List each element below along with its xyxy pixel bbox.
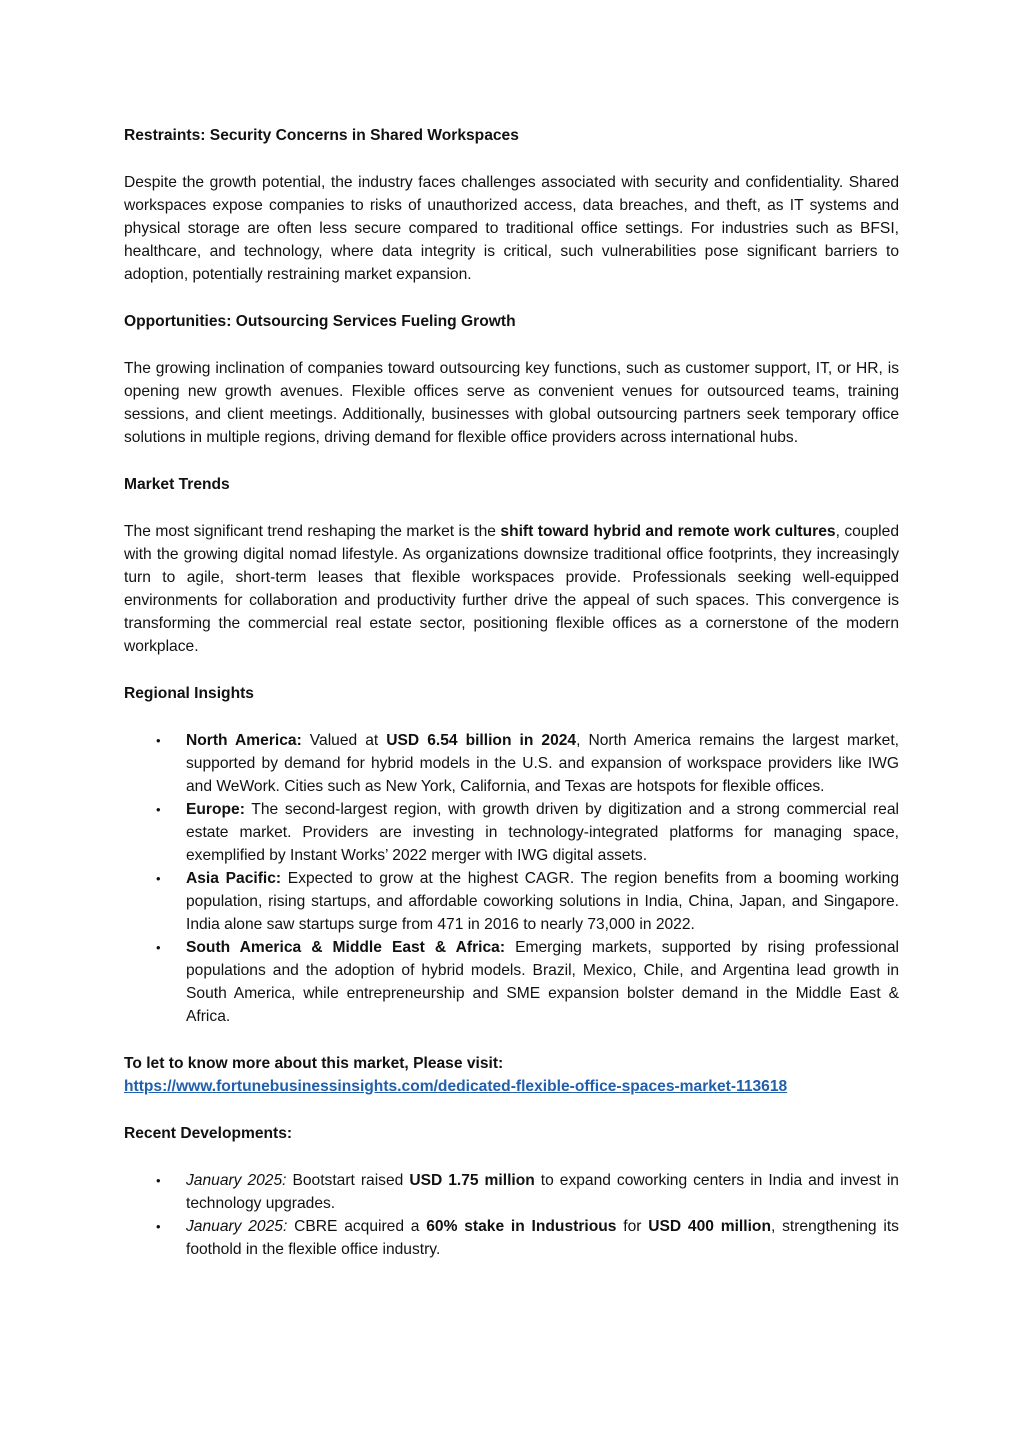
list-item-north-america bbox=[124, 729, 899, 798]
development-bold: USD 400 million bbox=[648, 1218, 771, 1235]
development-date: January 2025: bbox=[186, 1218, 288, 1235]
development-text: for bbox=[616, 1218, 649, 1235]
development-bold: 60% stake in Industrious bbox=[426, 1218, 617, 1235]
opportunities-heading: Opportunities: Outsourcing Services Fueling Growth bbox=[124, 313, 516, 330]
bullet-icon: • bbox=[156, 802, 161, 817]
bullet-icon: • bbox=[156, 871, 161, 886]
developments-list bbox=[124, 1169, 899, 1261]
market-trends-heading: Market Trends bbox=[124, 476, 230, 493]
list-item-europe bbox=[124, 798, 899, 867]
list-item-development bbox=[124, 1169, 899, 1215]
opportunities-body: The growing inclination of companies toward outsourcing key functions, such as customer support, IT, or HR, is opening new growth avenues. Flexible offices serve as convenient venues for outsourced teams, training sessions, and client meetings. Additionally, businesses with global outsourcing partners seek temporary office solutions in multiple regions, driving demand for flexible office providers across international hubs. bbox=[124, 360, 899, 446]
market-report-link[interactable]: https://www.fortunebusinessinsights.com/dedicated-flexible-office-spaces-market-113618 bbox=[124, 1078, 788, 1095]
development-text: to expand coworking centers in India and invest in technology upgrades. bbox=[186, 1172, 899, 1212]
region-text: The second-largest region, with growth driven by digitization and a strong commercial real estate market. Providers are investing in technology-integrated platforms for managing space, exemplified by Instant Works’ 2022 merger with IWG digital assets. bbox=[186, 801, 899, 864]
regional-list bbox=[124, 729, 899, 1028]
recent-developments-heading: Recent Developments: bbox=[124, 1125, 293, 1142]
list-item-development bbox=[124, 1215, 899, 1261]
bullet-icon: • bbox=[156, 733, 161, 748]
development-text: Bootstart raised bbox=[286, 1172, 410, 1189]
region-label: South America & Middle East & Africa: bbox=[186, 939, 506, 956]
list-item-asia-pacific bbox=[124, 867, 899, 936]
region-label: Europe: bbox=[186, 801, 245, 818]
list-item-south-america-mea bbox=[124, 936, 899, 1028]
region-label: North America: bbox=[186, 732, 302, 749]
bullet-icon: • bbox=[156, 940, 161, 955]
regional-insights-heading: Regional Insights bbox=[124, 685, 254, 702]
document-page bbox=[124, 124, 899, 1261]
region-text: Expected to grow at the highest CAGR. The region benefits from a booming working population, rising startups, and affordable coworking solutions in India, China, Japan, and Singapore. India alone saw startups surge from 471 in 2016 to nearly 73,000 in 2022. bbox=[186, 870, 899, 933]
development-text: CBRE acquired a bbox=[287, 1218, 427, 1235]
market-trends-body bbox=[124, 520, 899, 658]
region-value: USD 6.54 billion in 2024 bbox=[386, 732, 577, 749]
development-text: , strengthening its foothold in the flexible office industry. bbox=[186, 1218, 899, 1258]
region-text: Emerging markets, supported by rising professional populations and the adoption of hybrid models. Brazil, Mexico, Chile, and Argentina lead growth in South America, while entrepreneurship and SME expansion bolster demand in the Middle East & Africa. bbox=[186, 939, 899, 1025]
region-label: Asia Pacific: bbox=[186, 870, 282, 887]
trends-text: The most significant trend reshaping the market is the bbox=[124, 523, 501, 540]
bullet-icon: • bbox=[156, 1219, 161, 1234]
region-text: Valued at bbox=[301, 732, 387, 749]
bullet-icon: • bbox=[156, 1173, 161, 1188]
trends-bold-text: shift toward hybrid and remote work cultures bbox=[500, 523, 836, 540]
restraints-heading: Restraints: Security Concerns in Shared Workspaces bbox=[124, 127, 519, 144]
trends-text: , coupled with the growing digital nomad lifestyle. As organizations downsize traditional office footprints, they increasingly turn to agile, short-term leases that flexible workspaces provide. Professionals seeking well-equipped environments for collaboration and productivity further drive the appeal of such spaces. This convergence is transforming the commercial real estate sector, positioning flexible offices as a cornerstone of the modern workplace. bbox=[124, 523, 899, 655]
region-text: , North America remains the largest market, supported by demand for hybrid models in the U.S. and expansion of workspace providers like IWG and WeWork. Cities such as New York, California, and Texas are hotspots for flexible offices. bbox=[186, 732, 899, 795]
development-bold: USD 1.75 million bbox=[409, 1172, 535, 1189]
restraints-body: Despite the growth potential, the industry faces challenges associated with security and confidentiality. Shared workspaces expose companies to risks of unauthorized access, data breaches, and theft, as IT systems and physical storage are often less secure compared to traditional office settings. For industries such as BFSI, healthcare, and technology, where data integrity is critical, such vulnerabilities pose significant barriers to adoption, potentially restraining market expansion. bbox=[124, 174, 899, 283]
visit-prompt: To let to know more about this market, Please visit: bbox=[124, 1055, 504, 1072]
development-date: January 2025: bbox=[186, 1172, 287, 1189]
